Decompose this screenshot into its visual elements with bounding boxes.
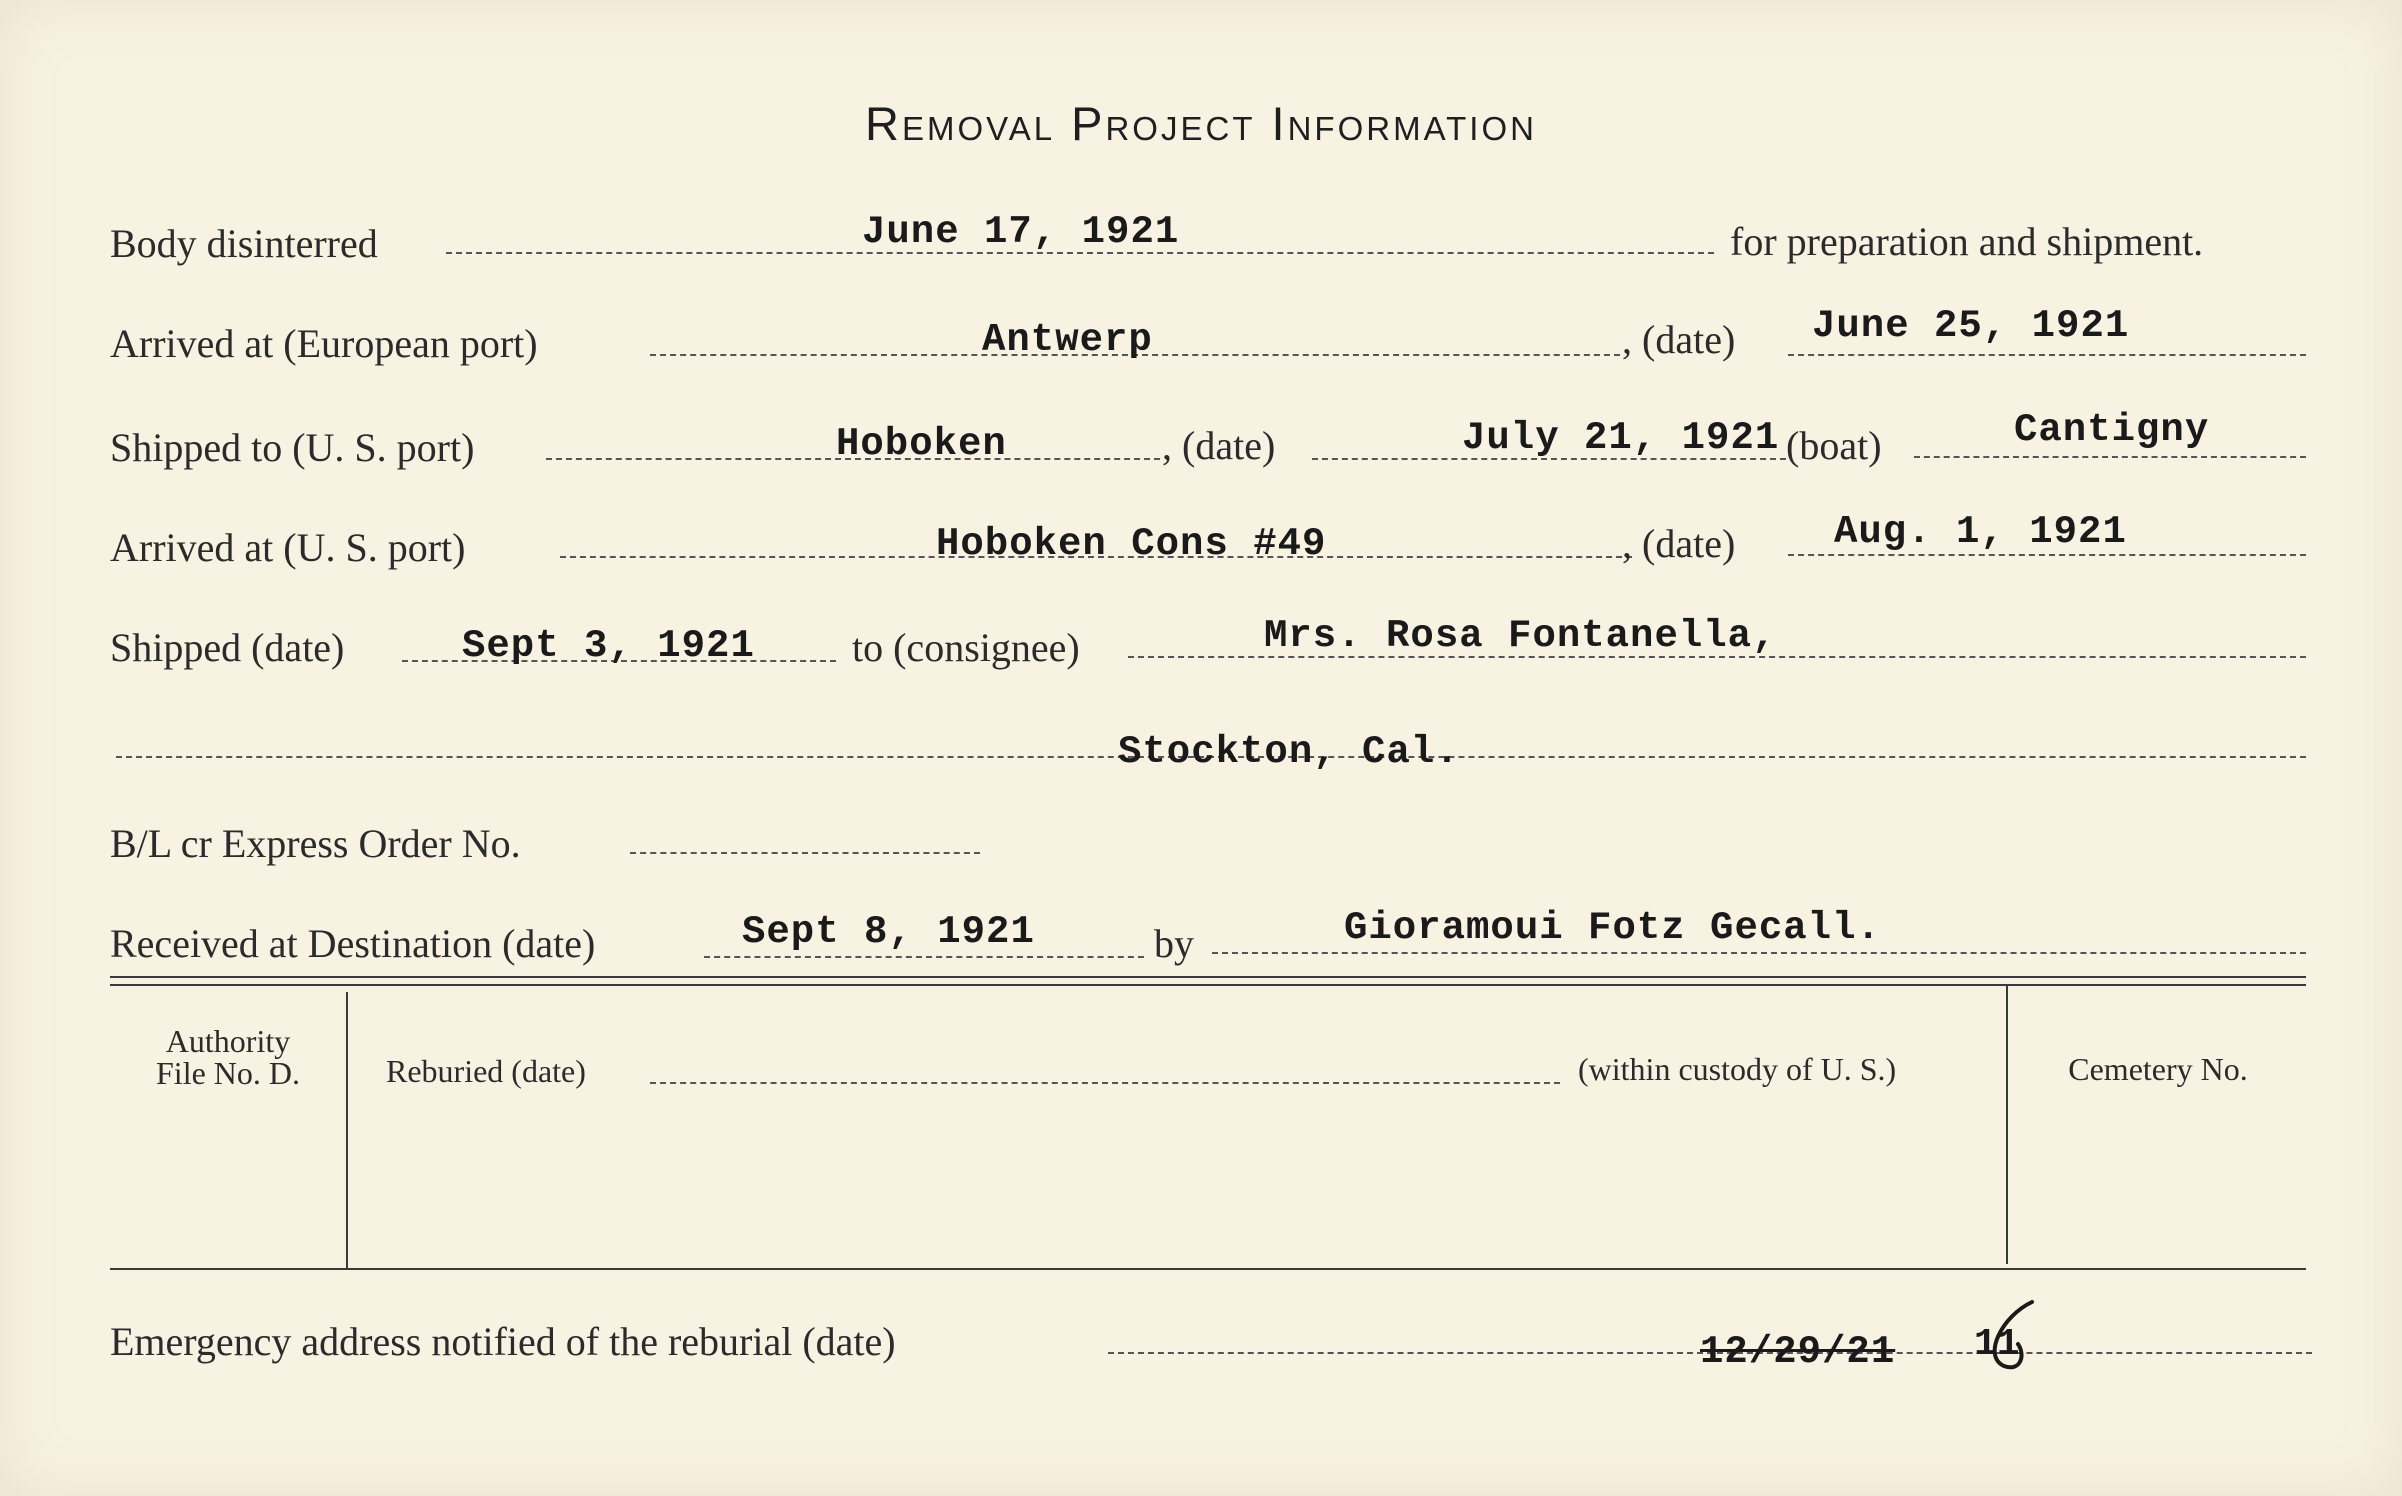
shipped-date-value: Sept 3, 1921 xyxy=(462,624,755,668)
reburied-label: Reburied (date) xyxy=(386,1053,586,1089)
received-by-label: by xyxy=(1154,921,1194,966)
table-divider-right xyxy=(2006,986,2008,1264)
body-disinterred-suffix: for preparation and shipment. xyxy=(1730,219,2204,264)
arrived-us-value: Hoboken Cons #49 xyxy=(936,522,1327,566)
consignee-label: to (consignee) xyxy=(852,625,1080,670)
body-disinterred-value: June 17, 1921 xyxy=(862,210,1180,254)
consignee-address: Stockton, Cal. xyxy=(1118,730,1460,774)
shipped-date-label: Shipped (date) xyxy=(110,625,345,670)
received-by-value: Gioramoui Fotz Gecall. xyxy=(1344,906,1881,950)
authority-label-1: Authority xyxy=(165,1023,291,1059)
received-line xyxy=(704,956,1144,958)
consignee-value: Mrs. Rosa Fontanella, xyxy=(1264,614,1777,658)
shipped-us-label: Shipped to (U. S. port) xyxy=(110,425,475,470)
body-disinterred-label: Body disinterred xyxy=(110,221,378,266)
shipped-us-boat-line xyxy=(1914,456,2306,458)
authority-label-2: File No. D. xyxy=(156,1055,300,1091)
arrived-us-date-line xyxy=(1788,554,2306,556)
bl-order-line xyxy=(630,852,980,854)
arrived-european-date-line xyxy=(1788,354,2306,356)
arrived-european-label: Arrived at (European port) xyxy=(110,321,538,366)
shipped-us-date-label: , (date) xyxy=(1162,423,1276,468)
reburied-line xyxy=(650,1082,1560,1084)
cemetery-label: Cemetery No. xyxy=(2068,1051,2248,1087)
handwritten-initials-mark xyxy=(1962,1296,2082,1376)
bl-order-label: B/L cr Express Order No. xyxy=(110,821,521,866)
shipped-us-boat-label: (boat) xyxy=(1786,423,1882,468)
shipped-us-boat-value: Cantigny xyxy=(2014,408,2210,452)
table-bottom-rule xyxy=(110,1268,2306,1270)
arrived-european-date-value: June 25, 1921 xyxy=(1812,304,2130,348)
arrived-us-date-label: , (date) xyxy=(1622,521,1736,566)
arrived-us-label: Arrived at (U. S. port) xyxy=(110,525,466,570)
received-value: Sept 8, 1921 xyxy=(742,910,1035,954)
emergency-label: Emergency address notified of the reburial (date) xyxy=(110,1319,896,1364)
emergency-value: 12/29/21 xyxy=(1700,1330,1896,1374)
form-title: Removal Project Information xyxy=(865,97,1537,150)
custody-label: (within custody of U. S.) xyxy=(1578,1051,1897,1087)
received-label: Received at Destination (date) xyxy=(110,921,596,966)
arrived-european-value: Antwerp xyxy=(982,318,1153,362)
received-by-line xyxy=(1212,952,2306,954)
table-top-rule-2 xyxy=(110,984,2306,986)
initials-text: 11 xyxy=(1974,1323,2020,1366)
shipped-us-value: Hoboken xyxy=(836,422,1007,466)
table-divider-left xyxy=(346,992,348,1268)
table-top-rule-1 xyxy=(110,976,2306,978)
arrived-european-date-label: , (date) xyxy=(1622,317,1736,362)
arrived-us-date-value: Aug. 1, 1921 xyxy=(1834,510,2127,554)
shipped-us-date-value: July 21, 1921 xyxy=(1462,416,1780,460)
